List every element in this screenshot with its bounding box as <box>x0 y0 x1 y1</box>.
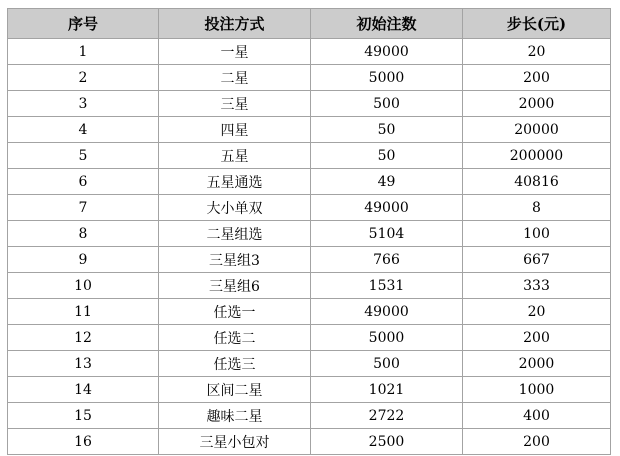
table-cell: 3 <box>8 91 159 117</box>
table-cell: 8 <box>463 195 611 221</box>
table-row <box>8 273 611 299</box>
table-cell: 15 <box>8 403 159 429</box>
table-row <box>8 351 611 377</box>
table-cell: 三星 <box>159 91 311 117</box>
table-cell: 11 <box>8 299 159 325</box>
table-cell: 40816 <box>463 169 611 195</box>
table-cell: 50 <box>311 143 463 169</box>
table-cell: 200 <box>463 325 611 351</box>
table-cell: 2000 <box>463 351 611 377</box>
table-header-row <box>8 9 611 39</box>
table-cell: 三星组3 <box>159 247 311 273</box>
table-row <box>8 429 611 455</box>
table-cell: 1 <box>8 39 159 65</box>
table-cell: 四星 <box>159 117 311 143</box>
table-cell: 10 <box>8 273 159 299</box>
table-cell: 14 <box>8 377 159 403</box>
table-cell: 16 <box>8 429 159 455</box>
table-body <box>8 39 611 455</box>
table-cell: 20000 <box>463 117 611 143</box>
table-cell: 五星 <box>159 143 311 169</box>
table-cell: 20 <box>463 299 611 325</box>
table-row <box>8 143 611 169</box>
column-header-initial-bets: 初始注数 <box>311 9 463 39</box>
table-cell: 49 <box>311 169 463 195</box>
table-cell: 一星 <box>159 39 311 65</box>
table-row <box>8 221 611 247</box>
table-cell: 二星组选 <box>159 221 311 247</box>
table-row <box>8 299 611 325</box>
table-cell: 8 <box>8 221 159 247</box>
table-cell: 2 <box>8 65 159 91</box>
table-cell: 9 <box>8 247 159 273</box>
table-cell: 200 <box>463 429 611 455</box>
table-cell: 5000 <box>311 65 463 91</box>
table-cell: 50 <box>311 117 463 143</box>
table-cell: 2500 <box>311 429 463 455</box>
table-cell: 400 <box>463 403 611 429</box>
table-cell: 20 <box>463 39 611 65</box>
column-header-bet-method: 投注方式 <box>159 9 311 39</box>
table-cell: 667 <box>463 247 611 273</box>
table-cell: 区间二星 <box>159 377 311 403</box>
table-cell: 2722 <box>311 403 463 429</box>
table-cell: 5 <box>8 143 159 169</box>
table-cell: 12 <box>8 325 159 351</box>
table-cell: 100 <box>463 221 611 247</box>
table-cell: 二星 <box>159 65 311 91</box>
table-cell: 500 <box>311 91 463 117</box>
table-row <box>8 91 611 117</box>
table-cell: 49000 <box>311 39 463 65</box>
table-cell: 任选三 <box>159 351 311 377</box>
table-cell: 13 <box>8 351 159 377</box>
table-row <box>8 117 611 143</box>
table-cell: 任选二 <box>159 325 311 351</box>
table-cell: 49000 <box>311 299 463 325</box>
table-cell: 1531 <box>311 273 463 299</box>
bet-options-table <box>7 8 611 455</box>
table-cell: 五星通选 <box>159 169 311 195</box>
table-cell: 200000 <box>463 143 611 169</box>
table-row <box>8 39 611 65</box>
table-row <box>8 195 611 221</box>
table-cell: 5104 <box>311 221 463 247</box>
table-cell: 49000 <box>311 195 463 221</box>
column-header-index: 序号 <box>8 9 159 39</box>
table-cell: 趣味二星 <box>159 403 311 429</box>
table-cell: 1021 <box>311 377 463 403</box>
table-cell: 2000 <box>463 91 611 117</box>
table-row <box>8 65 611 91</box>
table-cell: 大小单双 <box>159 195 311 221</box>
table-cell: 三星小包对 <box>159 429 311 455</box>
table-row <box>8 403 611 429</box>
column-header-step-yuan: 步长(元) <box>463 9 611 39</box>
table-row <box>8 325 611 351</box>
table-cell: 766 <box>311 247 463 273</box>
table-cell: 6 <box>8 169 159 195</box>
table-cell: 5000 <box>311 325 463 351</box>
table-cell: 200 <box>463 65 611 91</box>
table-cell: 任选一 <box>159 299 311 325</box>
table-row <box>8 377 611 403</box>
table-row <box>8 169 611 195</box>
table-cell: 4 <box>8 117 159 143</box>
table-row <box>8 247 611 273</box>
table-cell: 333 <box>463 273 611 299</box>
table-cell: 7 <box>8 195 159 221</box>
table-cell: 1000 <box>463 377 611 403</box>
table-cell: 500 <box>311 351 463 377</box>
table-cell: 三星组6 <box>159 273 311 299</box>
